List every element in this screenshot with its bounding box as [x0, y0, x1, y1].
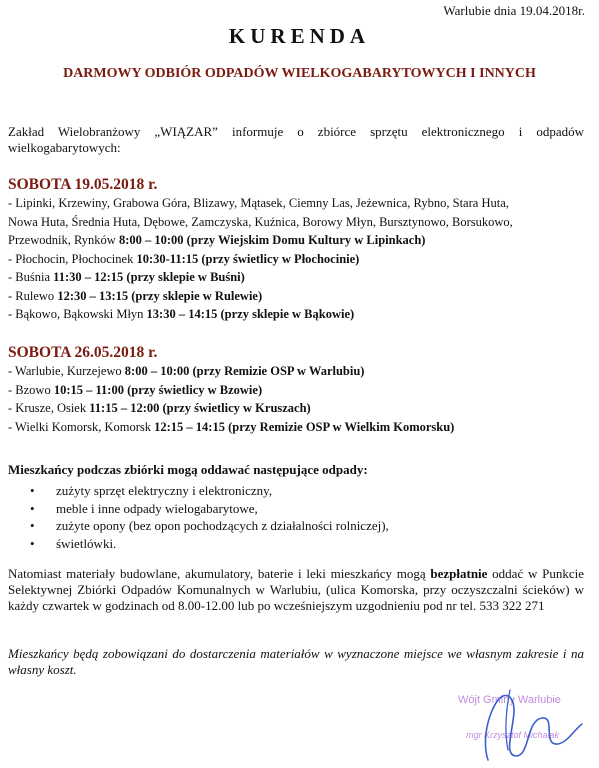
intro-paragraph: Zakład Wielobranżowy „WIĄZAR” informuje o zbiórce sprzętu elektronicznego i odpadów wielkogabarytowych:: [8, 124, 584, 155]
bullet-icon: •: [30, 535, 35, 551]
section1-line: - Płochocin, Płochocinek 10:30-11:15 (przy świetlicy w Płochocinie): [8, 251, 360, 266]
section1-body: [8, 194, 588, 324]
document-subtitle: DARMOWY ODBIÓR ODPADÓW WIELKOGABARYTOWYCH I INNYCH: [63, 66, 536, 81]
section1-line: - Buśnia 11:30 – 12:15 (przy sklepie w Buśni): [8, 270, 245, 284]
section2-line: - Bzowo 10:15 – 11:00 (przy świetlicy w Bzowie): [8, 382, 263, 397]
note-paragraph: Natomiast materiały budowlane, akumulatory, baterie i leki mieszkańcy mogą bezpłatnie oddać w Punkcie Selektywnej Zbiórki Odpadów Komunalnych w Warlubiu, (ulica Komorska, przy oczyszczalni ścieków) w każdy czwartek w godzinach od 8.00-12.00 lub po wcześniejszym uzgodnieniu pod nr tel. 533 322 271: [8, 566, 584, 613]
section1-line: Przewodnik, Rynków 8:00 – 10:00 (przy Wiejskim Domu Kultury w Lipinkach): [8, 233, 426, 247]
residents-list: [30, 482, 389, 552]
section2-line: - Wielki Komorsk, Komorsk 12:15 – 14:15 (przy Remizie OSP w Wielkim Komorsku): [8, 419, 455, 434]
bullet-icon: •: [30, 483, 35, 498]
bullet-icon: •: [30, 500, 35, 516]
section1-line: - Bąkowo, Bąkowski Młyn 13:30 – 14:15 (przy sklepie w Bąkowie): [8, 307, 355, 321]
section2-heading: SOBOTA 26.05.2018 r.: [8, 344, 158, 361]
bullet-icon: •: [30, 518, 35, 533]
list-item: • zużyte opony (bez opon pochodzących z działalności rolniczej),: [30, 518, 389, 533]
section2-line: - Krusze, Osiek 11:15 – 12:00 (przy świetlicy w Kruszach): [8, 401, 311, 415]
list-item: • meble i inne odpady wielogabarytowe,: [30, 500, 258, 516]
residents-heading: Mieszkańcy podczas zbiórki mogą oddawać następujące odpady:: [8, 462, 368, 477]
section2-body: [8, 362, 588, 436]
list-item: • świetlówki.: [30, 535, 117, 551]
section2-line: - Warlubie, Kurzejewo 8:00 – 10:00 (przy Remizie OSP w Warlubiu): [8, 364, 365, 378]
document-date: Warlubie dnia 19.04.2018r.: [443, 3, 585, 18]
document-title: KURENDA: [228, 24, 371, 48]
official-stamp-name: mgr Krzysztof Michalak: [466, 730, 560, 740]
official-stamp: Wójt Gminy Warlubie: [458, 694, 561, 706]
section1-line: Nowa Huta, Średnia Huta, Dębowe, Zamczyska, Kuźnica, Borowy Młyn, Bursztynowo, Borsukowo,: [8, 214, 513, 229]
list-item: • zużyty sprzęt elektryczny i elektroniczny,: [30, 483, 273, 498]
section1-line: - Lipinki, Krzewiny, Grabowa Góra, Blizawy, Mątasek, Ciemny Las, Jeżewnica, Rybno, Stara Huta,: [8, 196, 509, 210]
signature-icon: [470, 660, 590, 768]
final-paragraph: Mieszkańcy będą zobowiązani do dostarczenia materiałów w wyznaczone miejsce we własnym zakresie i na własny koszt.: [8, 646, 584, 677]
section1-line: - Rulewo 12:30 – 13:15 (przy sklepie w Rulewie): [8, 288, 263, 303]
section1-heading: SOBOTA 19.05.2018 r.: [8, 176, 158, 193]
